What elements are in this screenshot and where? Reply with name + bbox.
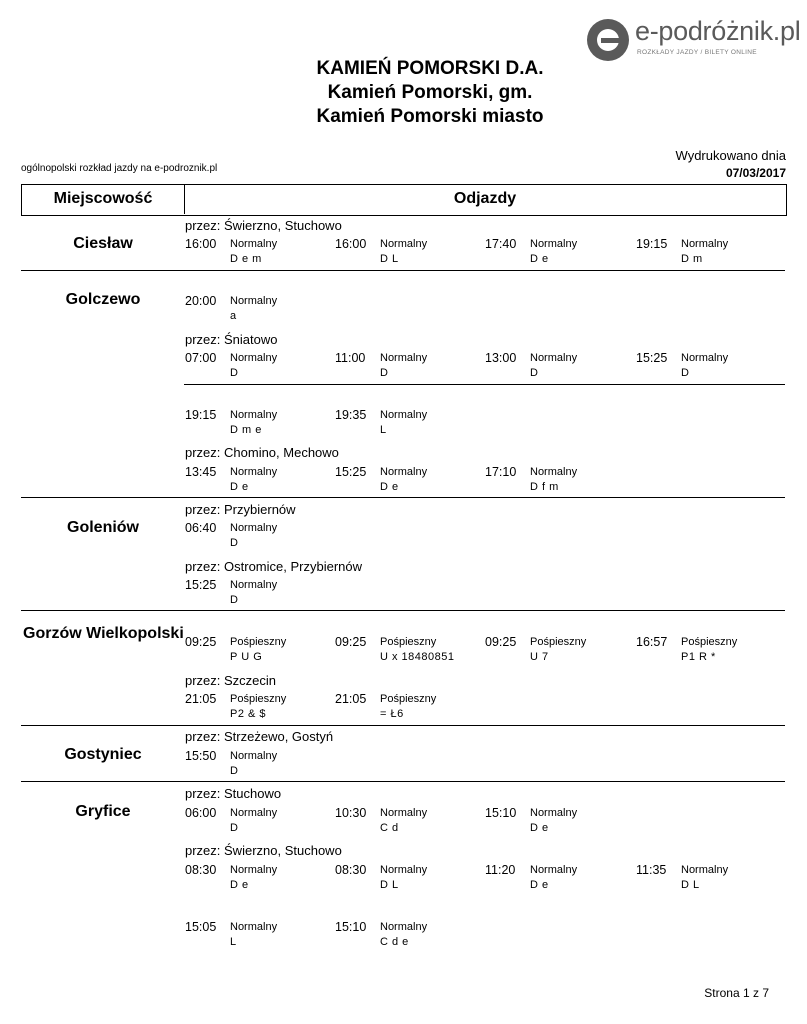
departure-codes: D [230, 594, 239, 606]
departure-time: 11:20 [485, 863, 516, 877]
departure-codes: D e m [230, 253, 262, 265]
ticket-type: Normalny [230, 522, 278, 534]
departure-time: 13:00 [485, 351, 517, 365]
ticket-type: Normalny [230, 750, 278, 762]
route-via: przez: Chomino, Mechowo [185, 445, 339, 460]
city-divider [21, 725, 785, 726]
city-name: Gostyniec [64, 746, 142, 763]
ticket-type: Normalny [530, 352, 578, 364]
departure-time: 21:05 [335, 692, 367, 706]
city-divider [21, 781, 785, 782]
source-note: ogólnopolski rozkład jazdy na e-podroznik.pl [21, 163, 218, 174]
departure-codes: D [230, 822, 239, 834]
departure-time: 16:00 [335, 237, 367, 251]
ticket-type: Normalny [230, 807, 278, 819]
departure-codes: D m e [230, 424, 262, 436]
ticket-type: Normalny [530, 864, 578, 876]
column-header-place: Miejscowość [53, 190, 153, 207]
departure-codes: P U G [230, 651, 263, 663]
departure-time: 15:25 [335, 465, 367, 479]
departure-codes: a [230, 310, 237, 322]
ticket-type: Normalny [230, 864, 278, 876]
departure-time: 15:50 [185, 749, 217, 763]
departure-codes: D [230, 765, 239, 777]
ticket-type: Normalny [230, 409, 278, 421]
ticket-type: Normalny [681, 864, 729, 876]
e-logo-icon [587, 19, 629, 61]
commune-title: Kamień Pomorski, gm. [327, 82, 533, 103]
route-via: przez: Strzeżewo, Gostyń [185, 729, 334, 744]
departure-time: 08:30 [185, 863, 217, 877]
departure-time: 15:05 [185, 920, 217, 934]
column-header-departures: Odjazdy [453, 190, 517, 207]
ticket-type: Pośpieszny [230, 636, 287, 648]
ticket-type: Normalny [230, 295, 278, 307]
ticket-type: Pośpieszny [230, 693, 287, 705]
departure-time: 17:10 [485, 465, 517, 479]
departure-time: 19:35 [335, 408, 367, 422]
departure-time: 19:15 [185, 408, 217, 422]
ticket-type: Normalny [681, 352, 729, 364]
ticket-type: Normalny [380, 352, 428, 364]
section-divider [184, 384, 785, 385]
departure-time: 09:25 [485, 635, 517, 649]
e-podroznik-logo [585, 16, 801, 64]
city-name: Ciesław [73, 235, 133, 252]
departure-codes: D L [380, 253, 399, 265]
ticket-type: Normalny [380, 466, 428, 478]
ticket-type: Normalny [380, 807, 428, 819]
departure-time: 06:40 [185, 521, 217, 535]
departure-codes: D [230, 367, 239, 379]
city-name: Gorzów Wielkopolski [23, 625, 184, 642]
ticket-type: Normalny [530, 238, 578, 250]
departure-time: 09:25 [185, 635, 217, 649]
route-via: przez: Śniatowo [185, 332, 278, 347]
printed-label: Wydrukowano dnia [675, 148, 786, 163]
ticket-type: Pośpieszny [380, 636, 437, 648]
departure-codes: D [681, 367, 690, 379]
departure-codes: D m [681, 253, 703, 265]
city-divider [21, 270, 785, 271]
departure-codes: D [530, 367, 539, 379]
departure-codes: P1 R * [681, 651, 716, 663]
town-title: Kamień Pomorski miasto [316, 106, 544, 127]
ticket-type: Normalny [230, 466, 278, 478]
departure-time: 20:00 [185, 294, 217, 308]
departure-codes: D e [380, 481, 399, 493]
ticket-type: Pośpieszny [530, 636, 587, 648]
route-via: przez: Świerzno, Stuchowo [185, 843, 342, 858]
ticket-type: Normalny [380, 409, 428, 421]
route-via: przez: Przybiernów [185, 502, 296, 517]
departure-codes: = Ł6 [380, 708, 404, 720]
departure-time: 08:30 [335, 863, 367, 877]
departure-codes: D L [681, 879, 700, 891]
departure-time: 07:00 [185, 351, 217, 365]
departure-codes: L [230, 936, 237, 948]
city-name: Gryfice [75, 803, 131, 820]
ticket-type: Normalny [681, 238, 729, 250]
departure-time: 10:30 [335, 806, 367, 820]
route-via: przez: Szczecin [185, 673, 277, 688]
ticket-type: Normalny [230, 352, 278, 364]
departure-time: 06:00 [185, 806, 217, 820]
departure-codes: C d e [380, 936, 409, 948]
departure-codes: D f m [530, 481, 559, 493]
departure-codes: D L [380, 879, 399, 891]
departure-time: 15:25 [185, 578, 217, 592]
departure-codes: L [380, 424, 387, 436]
ticket-type: Normalny [230, 238, 278, 250]
departure-time: 16:57 [636, 635, 668, 649]
departure-codes: D [230, 537, 239, 549]
departure-codes: D e [530, 822, 549, 834]
departure-codes: C d [380, 822, 399, 834]
departure-time: 15:25 [636, 351, 668, 365]
departure-codes: U x 18480851 [380, 651, 455, 663]
departure-time: 16:00 [185, 237, 217, 251]
ticket-type: Normalny [380, 864, 428, 876]
logo-tagline: ROZKŁADY JAZDY / BILETY ONLINE [637, 49, 757, 56]
ticket-type: Pośpieszny [380, 693, 437, 705]
ticket-type: Normalny [380, 238, 428, 250]
departure-codes: D e [530, 253, 549, 265]
ticket-type: Normalny [530, 807, 578, 819]
departure-time: 17:40 [485, 237, 517, 251]
route-via: przez: Stuchowo [185, 786, 282, 801]
ticket-type: Normalny [230, 921, 278, 933]
ticket-type: Normalny [230, 579, 278, 591]
city-name: Golczewo [65, 291, 141, 308]
ticket-type: Pośpieszny [681, 636, 738, 648]
logo-name: e-podróżnik.pl [635, 16, 801, 46]
departure-codes: D e [230, 481, 249, 493]
departure-time: 15:10 [335, 920, 367, 934]
route-via: przez: Ostromice, Przybiernów [185, 559, 362, 574]
departure-time: 11:00 [335, 351, 366, 365]
route-via: przez: Świerzno, Stuchowo [185, 218, 342, 233]
departure-time: 19:15 [636, 237, 668, 251]
departure-time: 13:45 [185, 465, 217, 479]
ticket-type: Normalny [380, 921, 428, 933]
departure-codes: D [380, 367, 389, 379]
stop-title: KAMIEŃ POMORSKI D.A. [316, 58, 544, 79]
city-divider [21, 497, 785, 498]
departure-time: 15:10 [485, 806, 517, 820]
city-divider [21, 610, 785, 611]
city-name: Goleniów [67, 519, 139, 536]
departure-codes: D e [530, 879, 549, 891]
departure-time: 11:35 [636, 863, 667, 877]
page-number: Strona 1 z 7 [704, 986, 769, 1000]
departure-codes: P2 & $ [230, 708, 267, 720]
ticket-type: Normalny [530, 466, 578, 478]
departure-codes: U 7 [530, 651, 549, 663]
departure-time: 21:05 [185, 692, 217, 706]
departure-codes: D e [230, 879, 249, 891]
departure-time: 09:25 [335, 635, 367, 649]
printed-date: 07/03/2017 [725, 166, 786, 180]
